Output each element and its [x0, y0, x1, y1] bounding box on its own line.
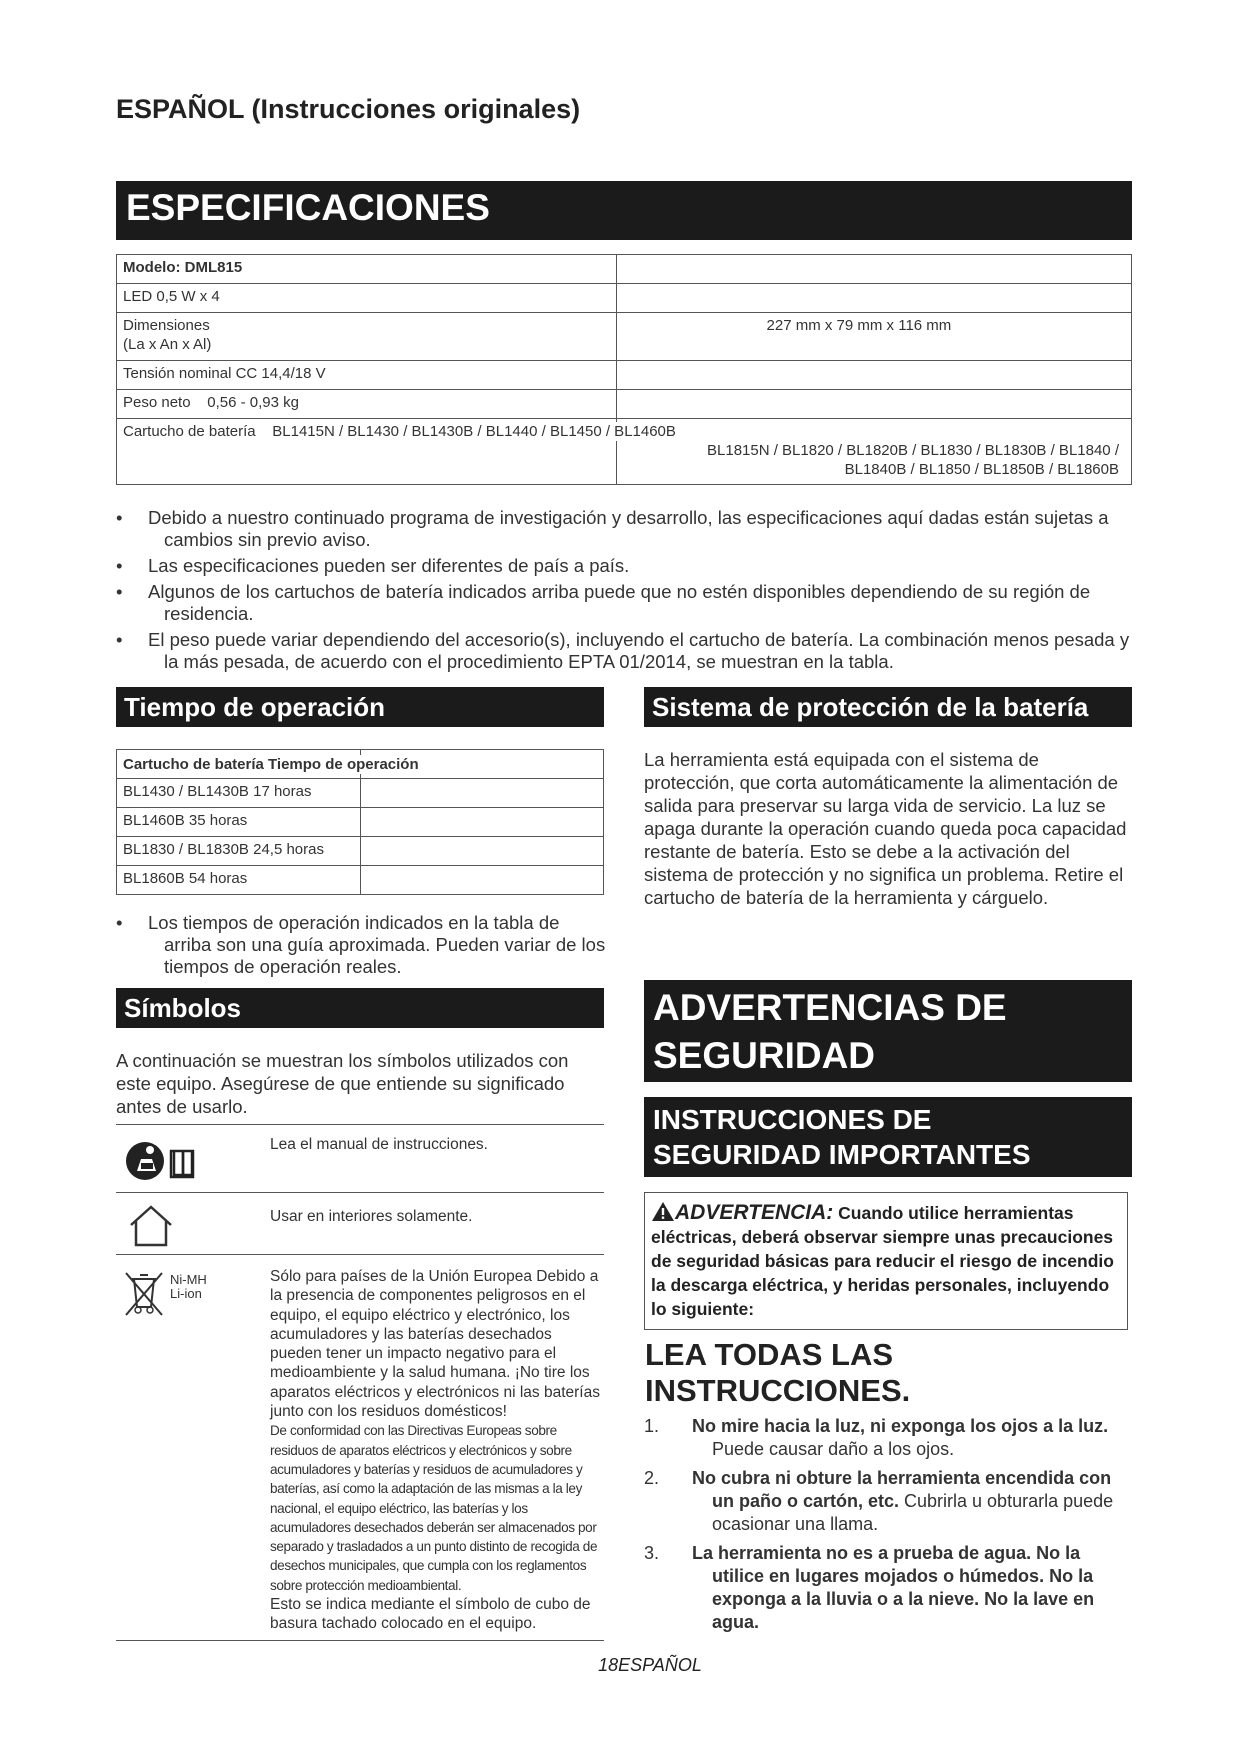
divider	[116, 1640, 604, 1641]
list-item: 2. No cubra ni obture la herramienta encendida con un paño o cartón, etc. Cubrirla u obturarla puede ocasionar una llama.	[644, 1468, 1114, 1534]
language-title: ESPAÑOL (Instrucciones originales)	[116, 94, 581, 124]
spec-voltage: Tensión nominal CC 14,4/18 V	[117, 361, 617, 390]
warning-label: ADVERTENCIA:	[675, 1201, 834, 1224]
spec-notes	[116, 507, 1132, 677]
house-icon	[126, 1203, 176, 1249]
operation-row: BL1460B 35 horas	[117, 808, 361, 837]
symbols-intro: A continuación se muestran los símbolos utilizados con este equipo. Asegúrese de que entiende su significado antes de usarlo.	[116, 1050, 569, 1117]
note-item: • Algunos de los cartuchos de batería indicados arriba puede que no estén disponibles dependiendo de su región de residencia.	[116, 581, 1091, 624]
operation-row: BL1830 / BL1830B 24,5 horas	[117, 837, 361, 866]
safety-subtitle: INSTRUCCIONES DE SEGURIDAD IMPORTANTES	[644, 1097, 1132, 1177]
book-icon	[124, 1137, 224, 1185]
note-item: • El peso puede variar dependiendo del accesorio(s), incluyendo el cartucho de batería. La combinación menos pesada y la más pesada, de acuerdo con el procedimiento EPTA 01/2014, se muestran en la tabla.	[116, 629, 1130, 672]
symbol-row-indoor	[116, 1192, 604, 1255]
spec-weight: Peso neto 0,56 - 0,93 kg	[117, 390, 617, 419]
indoor-text: Usar en interiores solamente.	[270, 1208, 473, 1225]
spec-table	[116, 254, 1132, 485]
manual-text: Lea el manual de instrucciones.	[270, 1136, 488, 1153]
spec-model: Modelo: DML815	[117, 255, 617, 284]
operation-row: BL1860B 54 horas	[117, 866, 361, 895]
read-all-heading: LEA TODAS LAS INSTRUCCIONES.	[645, 1337, 911, 1408]
operation-header: Cartucho de batería Tiempo de operación	[123, 756, 419, 773]
spec-battery: Cartucho de batería BL1415N / BL1430 / BL1430B / BL1440 / BL1450 / BL1460B	[117, 419, 617, 485]
note-item: • Debido a nuestro continuado programa de investigación y desarrollo, las especificaciones aquí dadas están sujetas a cambios sin previo aviso.	[116, 507, 1109, 550]
symbols-title: Símbolos	[116, 988, 604, 1028]
weee-text: Sólo para países de la Unión Europea Debido a la presencia de componentes peligrosos en el equipo, el equipo eléctrico y electrónico, los acumuladores y las baterías desechados pueden tener un impacto negativo para el medioambiente y la salud humana. ¡No tire los aparatos eléctricos y electrónicos ni las baterías junto con los residuos domésticos! De conformidad con las Directivas Europeas sobre residuos de aparatos eléctricos y electrónicos y sobre acumuladores y baterías y residuos de acumuladores y baterías, así como la adaptación de las mismas a la ley nacional, el equipo eléctrico, las baterías y los acumuladores desechados deberán ser almacenados por separado y trasladados a un punto distinto de recogida de desechos municipales, que cumpla con los reglamentos sobre protección medioambiental. Esto se indica mediante el símbolo de cubo de basura tachado colocado en el equipo.	[270, 1268, 600, 1633]
crossed-bin-icon	[120, 1267, 168, 1319]
symbol-row-weee	[116, 1254, 604, 1641]
battery-protection-text: La herramienta está equipada con el sistema de protección, que corta automáticamente la alimentación de salida para preservar su larga vida de servicio. La luz se apaga durante la operación cuando queda poca capacidad restante de batería. Esto se debe a la activación del sistema de protección y no significa un problema. Retire el cartucho de batería de la herramienta y cárguelo.	[644, 749, 1127, 908]
operation-title: Tiempo de operación	[116, 687, 604, 727]
weee-labels: Ni-MH Li-ion	[170, 1272, 207, 1301]
operation-note: • Los tiempos de operación indicados en la tabla de arriba son una guía aproximada. Pueden variar de los tiempos de operación reales.	[116, 912, 606, 977]
warning-box	[644, 1192, 1128, 1330]
battery-protection-title: Sistema de protección de la batería	[644, 687, 1132, 727]
spec-led: LED 0,5 W x 4	[117, 284, 617, 313]
symbol-row-manual	[116, 1124, 604, 1195]
list-item: 3. La herramienta no es a prueba de agua. No la utilice en lugares mojados o húmedos. No la exponga a la lluvia o a la nieve. No la lave en agua.	[644, 1543, 1095, 1632]
warning-text: Cuando utilice herramientas eléctricas, deberá observar siempre unas precauciones de seguridad básicas para reducir el riesgo de incendio la descarga eléctrica, y heridas personales, incluyendo lo siguiente:	[651, 1203, 1114, 1319]
operation-table	[116, 749, 604, 895]
spec-battery-value: BL1815N / BL1820 / BL1820B / BL1830 / BL1830B / BL1840 / BL1840B / BL1850 / BL1850B / BL1860B	[616, 419, 1131, 485]
safety-list	[644, 1415, 1134, 1640]
note-item: • Las especificaciones pueden ser diferentes de país a país.	[116, 555, 630, 576]
spec-dimensions: Dimensiones (La x An x Al)	[117, 313, 617, 361]
spec-dimensions-value: 227 mm x 79 mm x 116 mm	[616, 313, 1131, 361]
warning-icon	[651, 1201, 675, 1222]
specs-title: ESPECIFICACIONES	[116, 181, 1132, 240]
list-item: 1. No mire hacia la luz, ni exponga los ojos a la luz. Puede causar daño a los ojos.	[644, 1416, 1109, 1459]
operation-row: BL1430 / BL1430B 17 horas	[117, 779, 361, 808]
safety-title: ADVERTENCIAS DE SEGURIDAD	[644, 980, 1132, 1082]
page-footer: 18ESPAÑOL	[598, 1655, 702, 1675]
